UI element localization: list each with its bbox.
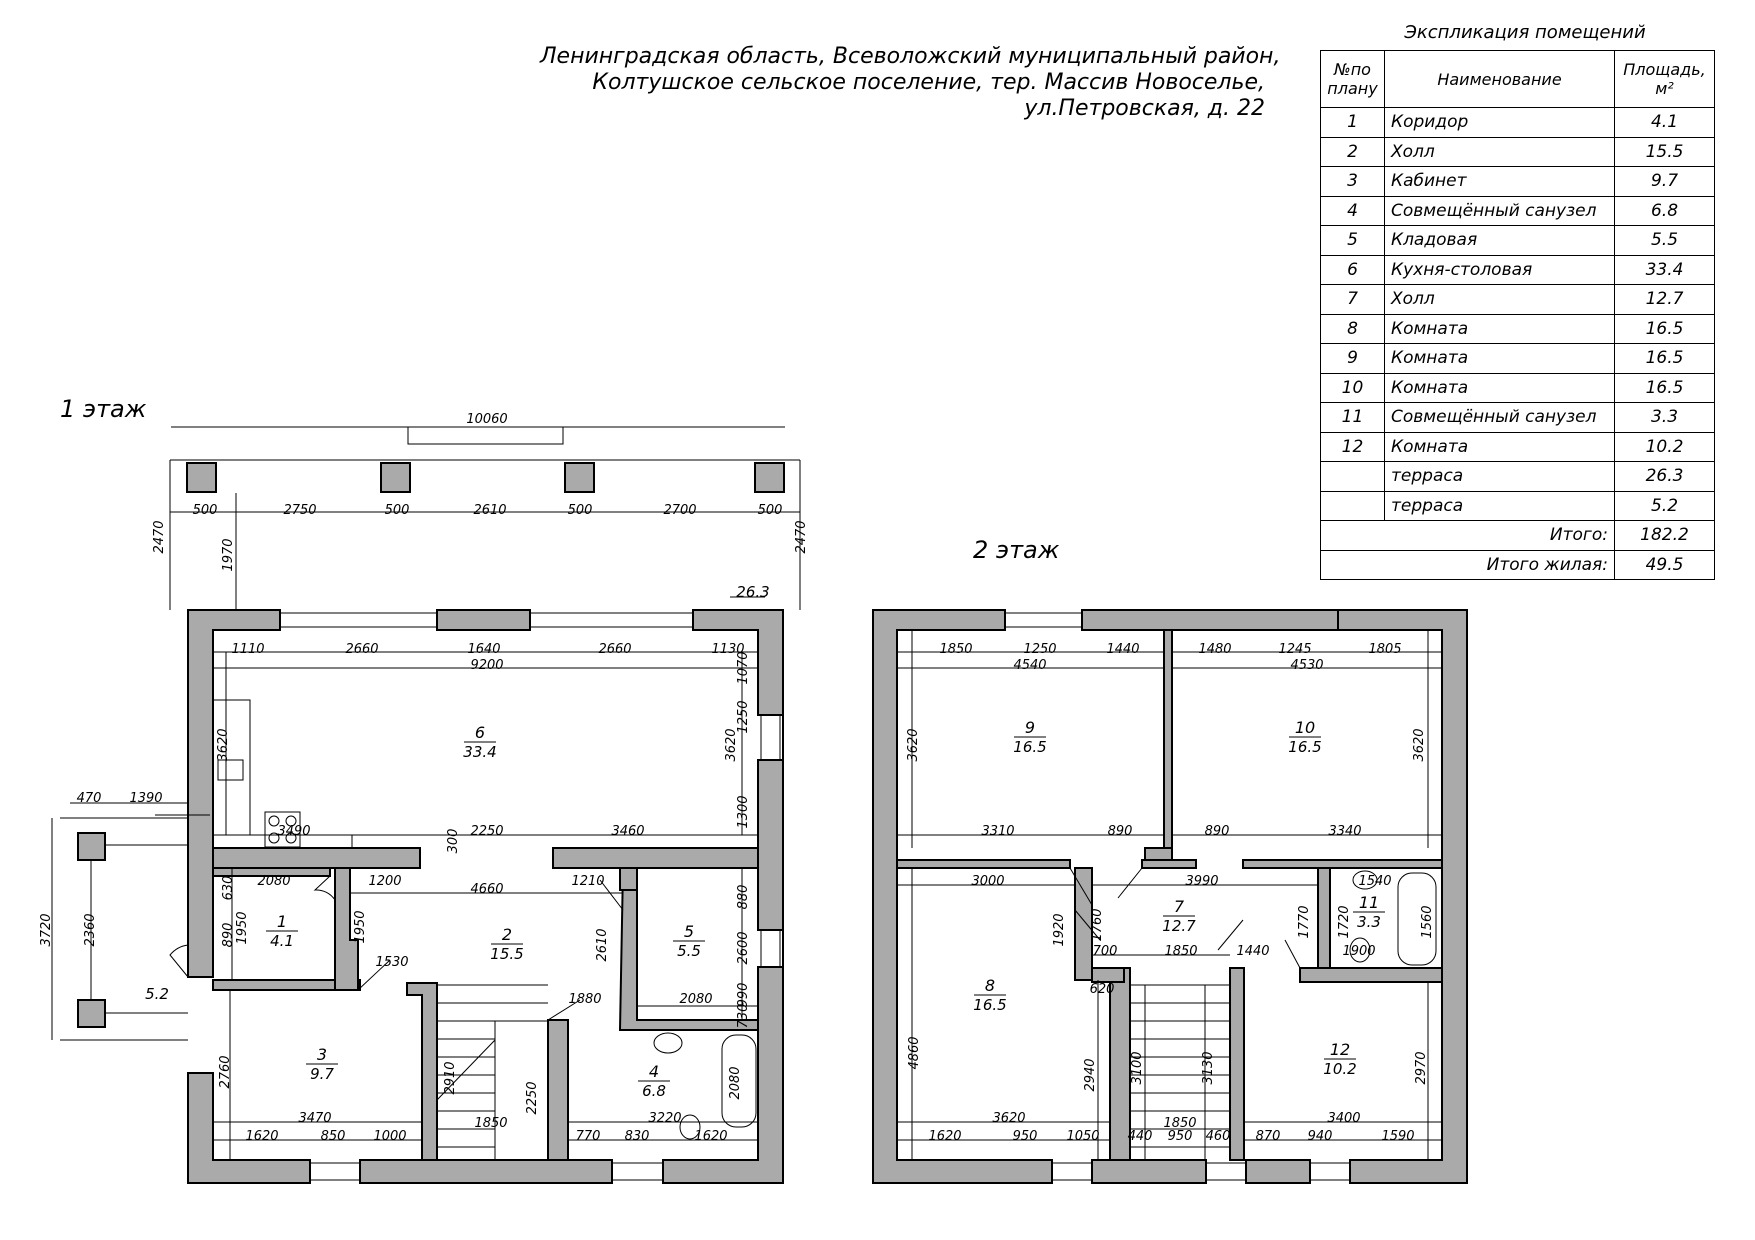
floor2-title: 2 этаж	[973, 536, 1060, 564]
dim-right-window: 1250	[736, 700, 751, 734]
wall	[1230, 968, 1244, 1160]
dim-kitchen-bottom: 2250	[470, 824, 504, 839]
wall	[873, 610, 1052, 1183]
dim-bath-bottom: 830	[624, 1129, 650, 1144]
dim-r8-bottom: 950	[1012, 1129, 1038, 1144]
dim-3130: 3130	[1201, 1051, 1216, 1085]
door-swing	[1118, 868, 1142, 898]
dim-post-spacing: 2750	[283, 503, 317, 518]
dim-hall-length: 4660	[470, 882, 504, 897]
dim-r9-top: 1850	[939, 642, 973, 657]
room-f2-8-area: 16.5	[973, 996, 1007, 1014]
sink	[218, 760, 243, 780]
dim-r8-bottom: 1050	[1066, 1129, 1100, 1144]
row-num: 12	[1321, 432, 1385, 462]
row-name: Кладовая	[1385, 226, 1615, 256]
dim-hall-3990: 3990	[1185, 874, 1219, 889]
room-f2-12-number: 12	[1329, 1040, 1351, 1059]
row-area: 5.2	[1615, 491, 1715, 521]
washbasin	[654, 1033, 682, 1053]
address-line-1: Ленинградская область, Всеволожский муниципальный район,	[540, 44, 1281, 69]
wall	[548, 1020, 568, 1160]
dim-post-spacing: 500	[567, 503, 593, 518]
row-area: 16.5	[1615, 344, 1715, 374]
dim-stair-1850: 1850	[474, 1116, 508, 1131]
dim-room3-bottom: 1000	[373, 1129, 407, 1144]
total-value: 182.2	[1615, 521, 1715, 551]
room-f1-2-area: 15.5	[490, 945, 524, 963]
dim-r9-depth: 3620	[906, 728, 921, 762]
wall	[188, 610, 280, 977]
dim-corridor-row: 1200	[368, 874, 402, 889]
dim-r10-bottom: 890	[1204, 824, 1230, 839]
room-f2-11-area: 3.3	[1357, 913, 1381, 931]
terrace-post	[78, 833, 105, 860]
row-name: Кабинет	[1385, 167, 1615, 197]
room-f1-3-area: 9.7	[310, 1065, 334, 1083]
dim-r8-bottom: 1620	[928, 1129, 962, 1144]
terrace-post	[187, 463, 216, 492]
dim-2610: 2610	[595, 928, 610, 962]
dim-corridor-row: 2080	[257, 874, 291, 889]
dim-1920: 1920	[1052, 913, 1067, 947]
dim-stair-bottom: 440	[1127, 1129, 1153, 1144]
dim-side-terrace-inner: 2360	[83, 913, 98, 947]
wall	[188, 1073, 310, 1183]
row-area: 16.5	[1615, 373, 1715, 403]
dim-kitchen-depth-right: 3620	[724, 728, 739, 762]
terrace-post	[755, 463, 784, 492]
wall	[1092, 1160, 1206, 1183]
terrace-post	[381, 463, 410, 492]
dim-stair-bottom: 950	[1167, 1129, 1193, 1144]
room-f2-8-number: 8	[984, 976, 996, 995]
dim-post-spacing: 2700	[663, 503, 697, 518]
dim-2080: 2080	[679, 992, 713, 1007]
header-area: Площадь, м²	[1615, 51, 1715, 108]
room-f2-7-area: 12.7	[1162, 917, 1196, 935]
dim-bath-2080: 2080	[728, 1066, 743, 1100]
row-area: 16.5	[1615, 314, 1715, 344]
room-f1-1-number: 1	[276, 912, 288, 931]
dim-2970: 2970	[1414, 1051, 1429, 1085]
wall	[1092, 968, 1124, 982]
dim-1540: 1540	[1358, 874, 1392, 889]
dim-left-side: 1950	[235, 911, 250, 945]
row-area: 12.7	[1615, 285, 1715, 315]
row-name: Кухня-столовая	[1385, 255, 1615, 285]
row-area: 26.3	[1615, 462, 1715, 492]
row-name: Комната	[1385, 373, 1615, 403]
dim-r10-top: 1245	[1278, 642, 1312, 657]
room-f2-10-area: 16.5	[1288, 738, 1322, 756]
wall	[407, 983, 437, 1160]
dim-r9-top: 1440	[1106, 642, 1140, 657]
dim-r9-bottom: 890	[1107, 824, 1133, 839]
dim-3100: 3100	[1130, 1051, 1145, 1085]
dim-1880: 1880	[568, 992, 602, 1007]
row-num: 4	[1321, 196, 1385, 226]
room-f2-9-number: 9	[1024, 718, 1036, 737]
dim-right-side: 730	[736, 1003, 751, 1029]
dim-stair-1850: 1850	[1163, 1116, 1197, 1131]
dim-1770: 1770	[1297, 905, 1312, 939]
row-name: Холл	[1385, 285, 1615, 315]
row-num: 5	[1321, 226, 1385, 256]
dim-r8-width: 3620	[992, 1111, 1026, 1126]
row-name: Комната	[1385, 344, 1615, 374]
dim-right-window: 1070	[736, 651, 751, 685]
dim-bath-bottom: 770	[575, 1129, 601, 1144]
dim-1440: 1440	[1236, 944, 1270, 959]
row-area: 9.7	[1615, 167, 1715, 197]
terrace-post	[565, 463, 594, 492]
header-name: Наименование	[1385, 51, 1615, 108]
wall	[360, 1160, 612, 1183]
wall	[553, 848, 758, 868]
dim-kitchen-bottom: 3460	[611, 824, 645, 839]
dim-top-row: 1130	[711, 642, 745, 657]
row-name: Комната	[1385, 432, 1615, 462]
living-total-value: 49.5	[1615, 550, 1715, 580]
dim-corridor-row: 1210	[571, 874, 605, 889]
terrace-rail	[408, 427, 563, 444]
room-f2-10-number: 10	[1294, 718, 1316, 737]
row-num: 7	[1321, 285, 1385, 315]
dim-room3-width: 3470	[298, 1111, 332, 1126]
dim-stair-2250: 2250	[525, 1081, 540, 1115]
dim-kitchen-depth-left: 3620	[216, 728, 231, 762]
dim-top-row: 2660	[345, 642, 379, 657]
room-f2-11-number: 11	[1358, 893, 1380, 912]
row-name: Комната	[1385, 314, 1615, 344]
dim-side-terrace: 470	[76, 791, 102, 806]
plan-labels	[39, 412, 1435, 1144]
wall	[663, 610, 783, 1183]
row-num: 9	[1321, 344, 1385, 374]
dim-bath-width: 3220	[648, 1111, 682, 1126]
wall	[213, 848, 420, 868]
row-num: 11	[1321, 403, 1385, 433]
dim-stair-2910: 2910	[443, 1061, 458, 1095]
row-name: Холл	[1385, 137, 1615, 167]
wall	[437, 610, 530, 630]
dim-r10-depth: 3620	[1412, 728, 1427, 762]
row-name: терраса	[1385, 462, 1615, 492]
floor1-title: 1 этаж	[60, 395, 147, 423]
room-f1-4-area: 6.8	[642, 1082, 666, 1100]
dim-hall-left: 1950	[353, 910, 368, 944]
dim-post-spacing: 500	[384, 503, 410, 518]
dim-1760: 1760	[1090, 908, 1105, 942]
wall	[1318, 868, 1330, 968]
dim-r12-width: 3400	[1327, 1111, 1361, 1126]
dim-room3-bottom: 1620	[245, 1129, 279, 1144]
room-f1-2-number: 2	[501, 925, 513, 944]
dim-terrace-depth-right: 2470	[794, 520, 809, 554]
total-label: Итого:	[1321, 521, 1615, 551]
dim-r9-bottom: 3310	[981, 824, 1015, 839]
dim-post-spacing: 500	[192, 503, 218, 518]
row-area: 4.1	[1615, 108, 1715, 138]
dim-top-row: 1640	[467, 642, 501, 657]
row-area: 15.5	[1615, 137, 1715, 167]
dim-r8-top: 3000	[971, 874, 1005, 889]
dim-r10-top: 1805	[1368, 642, 1402, 657]
row-area: 6.8	[1615, 196, 1715, 226]
room-f2-12-area: 10.2	[1323, 1060, 1357, 1078]
dim-terrace-inner: 1970	[221, 538, 236, 572]
living-total-label: Итого жилая:	[1321, 550, 1615, 580]
dim-right-side: 990	[736, 982, 751, 1008]
dim-top-row: 1110	[231, 642, 265, 657]
dim-side-terrace-depth: 3720	[39, 913, 54, 947]
dim-room3-bottom: 850	[320, 1129, 346, 1144]
dim-r10-bottom: 3340	[1328, 824, 1362, 839]
row-name: терраса	[1385, 491, 1615, 521]
room-f1-3-number: 3	[316, 1045, 328, 1064]
room-f1-5-number: 5	[683, 922, 695, 941]
dim-post-spacing: 500	[757, 503, 783, 518]
dim-r10-width: 4530	[1290, 658, 1324, 673]
dim-top-row: 2660	[598, 642, 632, 657]
room-f1-1-area: 4.1	[270, 932, 294, 950]
wall	[1246, 1160, 1310, 1183]
dim-r10-top: 1480	[1198, 642, 1232, 657]
terrace-side-area: 5.2	[145, 985, 169, 1003]
dim-kitchen-width: 9200	[470, 658, 504, 673]
wall	[1082, 610, 1338, 630]
dim-side-terrace: 1390	[129, 791, 163, 806]
door-swing	[1285, 940, 1300, 968]
address-line-3: ул.Петровская, д. 22	[1024, 96, 1265, 121]
dim-620: 620	[1089, 982, 1115, 997]
dim-300: 300	[446, 828, 461, 854]
dim-2940: 2940	[1083, 1058, 1098, 1092]
dim-1530: 1530	[375, 955, 409, 970]
row-area: 10.2	[1615, 432, 1715, 462]
header-num: №по плану	[1321, 51, 1385, 108]
door-swing	[315, 876, 335, 900]
dim-r9-width: 4540	[1013, 658, 1047, 673]
dim-post-spacing: 2610	[473, 503, 507, 518]
dim-1850: 1850	[1164, 944, 1198, 959]
dim-r12-bottom: 940	[1307, 1129, 1333, 1144]
room-f1-4-number: 4	[648, 1062, 660, 1081]
dim-terrace-depth: 2470	[152, 520, 167, 554]
address-line-2: Колтушское сельское поселение, тер. Массив Новоселье,	[592, 70, 1265, 95]
dim-1900: 1900	[1342, 944, 1376, 959]
room-f1-5-area: 5.5	[677, 942, 701, 960]
dim-kitchen-bottom: 3490	[277, 824, 311, 839]
row-area: 5.5	[1615, 226, 1715, 256]
row-num: 1	[1321, 108, 1385, 138]
row-num: 10	[1321, 373, 1385, 403]
wall	[1243, 860, 1442, 868]
dim-r12-bottom: 1590	[1381, 1129, 1415, 1144]
dim-right-side: 880	[736, 884, 751, 910]
dim-left-side: 890	[221, 922, 236, 948]
dim-room3-depth: 2760	[218, 1055, 233, 1089]
wall	[1142, 860, 1196, 868]
dim-stair-bottom: 460	[1205, 1129, 1231, 1144]
wall	[1164, 630, 1172, 848]
dim-r12-bottom: 870	[1255, 1129, 1281, 1144]
row-area: 3.3	[1615, 403, 1715, 433]
wall	[1145, 848, 1172, 860]
dim-left-side: 630	[221, 875, 236, 901]
explication-title: Экспликация помещений	[1404, 22, 1646, 43]
dim-right-side: 2600	[736, 931, 751, 965]
row-num: 8	[1321, 314, 1385, 344]
row-num: 6	[1321, 255, 1385, 285]
dim-r9-top: 1250	[1023, 642, 1057, 657]
row-name: Совмещённый санузел	[1385, 403, 1615, 433]
wall	[620, 868, 637, 890]
row-num: 2	[1321, 137, 1385, 167]
row-name: Коридор	[1385, 108, 1615, 138]
room-f2-9-area: 16.5	[1013, 738, 1047, 756]
dim-1720: 1720	[1337, 905, 1352, 939]
dim-1560: 1560	[1420, 905, 1435, 939]
terrace-post	[78, 1000, 105, 1027]
door-swing	[170, 945, 188, 977]
wall	[897, 860, 1070, 868]
room-f2-7-number: 7	[1173, 897, 1185, 916]
dim-overall-width: 10060	[466, 412, 508, 427]
terrace-main-area: 26.3	[736, 583, 770, 601]
wall	[1338, 610, 1467, 1183]
dim-700: 700	[1092, 944, 1118, 959]
wall	[1300, 968, 1442, 982]
room-f1-6-number: 6	[474, 723, 486, 742]
row-name: Совмещённый санузел	[1385, 196, 1615, 226]
dim-right-window: 1300	[736, 795, 751, 829]
row-area: 33.4	[1615, 255, 1715, 285]
room-f1-6-area: 33.4	[463, 743, 497, 761]
dim-r8-depth: 4860	[907, 1036, 922, 1070]
row-num: 3	[1321, 167, 1385, 197]
dim-bath-bottom: 1620	[694, 1129, 728, 1144]
